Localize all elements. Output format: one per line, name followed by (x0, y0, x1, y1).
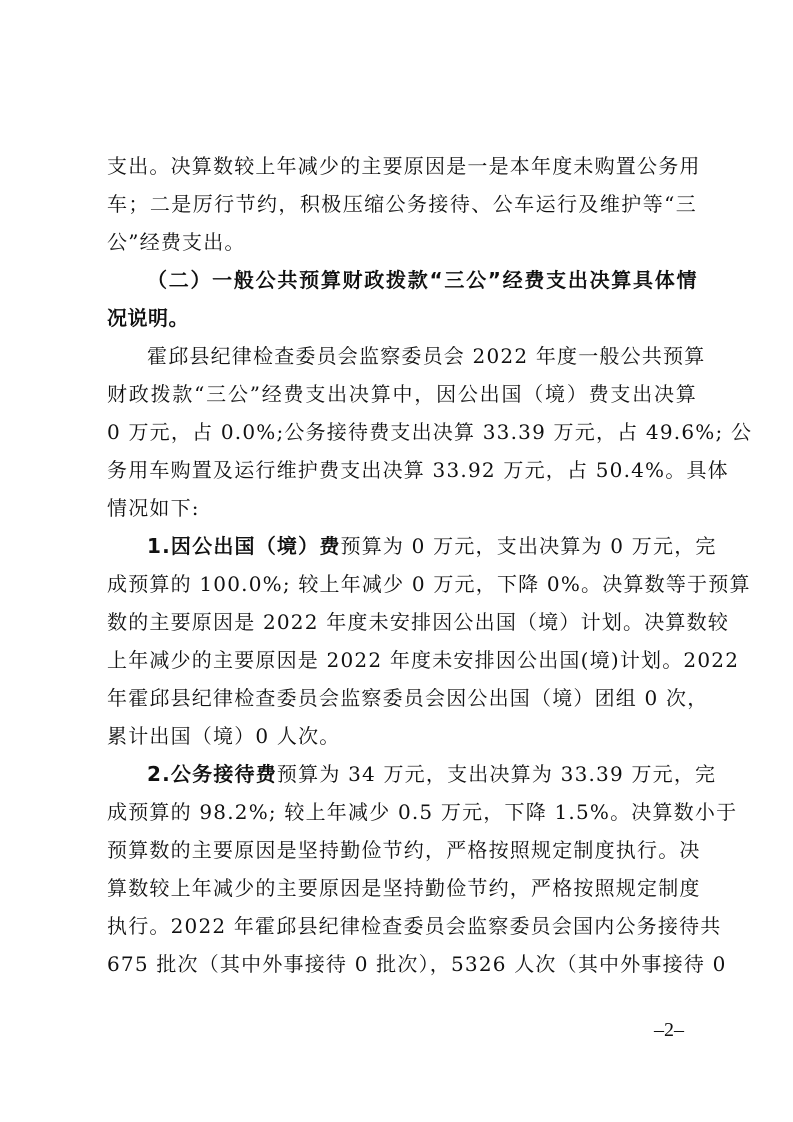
item1-title: 1.因公出国（境）费 (147, 534, 341, 558)
document-page (107, 0, 753, 1122)
intro-line-2: 车；二是厉行节约，积极压缩公务接待、公车运行及维护等“三 (107, 192, 697, 216)
intro-line-3: 公”经费支出。 (107, 230, 246, 254)
summary-line-5: 情况如下: (107, 496, 200, 520)
item1-line-4: 上年减少的主要原因是 2022 年度未安排因公出国(境)计划。2022 (107, 648, 740, 672)
section-heading-line-2: 况说明。 (107, 306, 189, 330)
item2-line-6: 675 批次（其中外事接待 0 批次），5326 人次（其中外事接待 0 (107, 952, 727, 976)
summary-line-4: 务用车购置及运行维护费支出决算 33.92 万元，占 50.4%。具体 (107, 458, 729, 482)
item1-line-2: 成预算的 100.0%; 较上年减少 0 万元，下降 0%。决算数等于预算 (107, 572, 751, 596)
summary-line-3: 0 万元，占 0.0%;公务接待费支出决算 33.39 万元，占 49.6%; 公 (107, 420, 753, 444)
item2-title: 2.公务接待费 (147, 762, 277, 786)
summary-line-1: 霍邱县纪律检查委员会监察委员会 2022 年度一般公共预算 (147, 344, 706, 368)
item1-line-6: 累计出国（境）0 人次。 (107, 724, 341, 748)
item2-line-4: 算数较上年减少的主要原因是坚持勤俭节约，严格按照规定制度 (107, 876, 701, 900)
item1-line-3: 数的主要原因是 2022 年度未安排因公出国（境）计划。决算数较 (107, 610, 730, 634)
item2-line-5: 执行。2022 年霍邱县纪律检查委员会监察委员会国内公务接待共 (107, 914, 722, 938)
item2-line-3: 预算数的主要原因是坚持勤俭节约，严格按照规定制度执行。决 (107, 838, 701, 862)
item2-line-1 (147, 756, 717, 792)
item2-line-2: 成预算的 98.2%; 较上年减少 0.5 万元，下降 1.5%。决算数小于 (107, 800, 738, 824)
item2-line-1-rest: 预算为 34 万元，支出决算为 33.39 万元，完 (276, 762, 717, 786)
summary-line-2: 财政拨款“三公”经费支出决算中，因公出国（境）费支出决算 (107, 382, 697, 406)
item1-line-1-rest: 预算为 0 万元，支出决算为 0 万元，完 (340, 534, 717, 558)
section-heading-line-1: （二）一般公共预算财政拨款“三公”经费支出决算具体情 (147, 268, 697, 292)
intro-line-1: 支出。决算数较上年减少的主要原因是一是本年度未购置公务用 (107, 154, 701, 178)
item1-line-1 (147, 528, 717, 564)
item1-line-5: 年霍邱县纪律检查委员会监察委员会因公出国（境）团组 0 次， (107, 686, 709, 710)
page-number: –2– (654, 1019, 684, 1041)
